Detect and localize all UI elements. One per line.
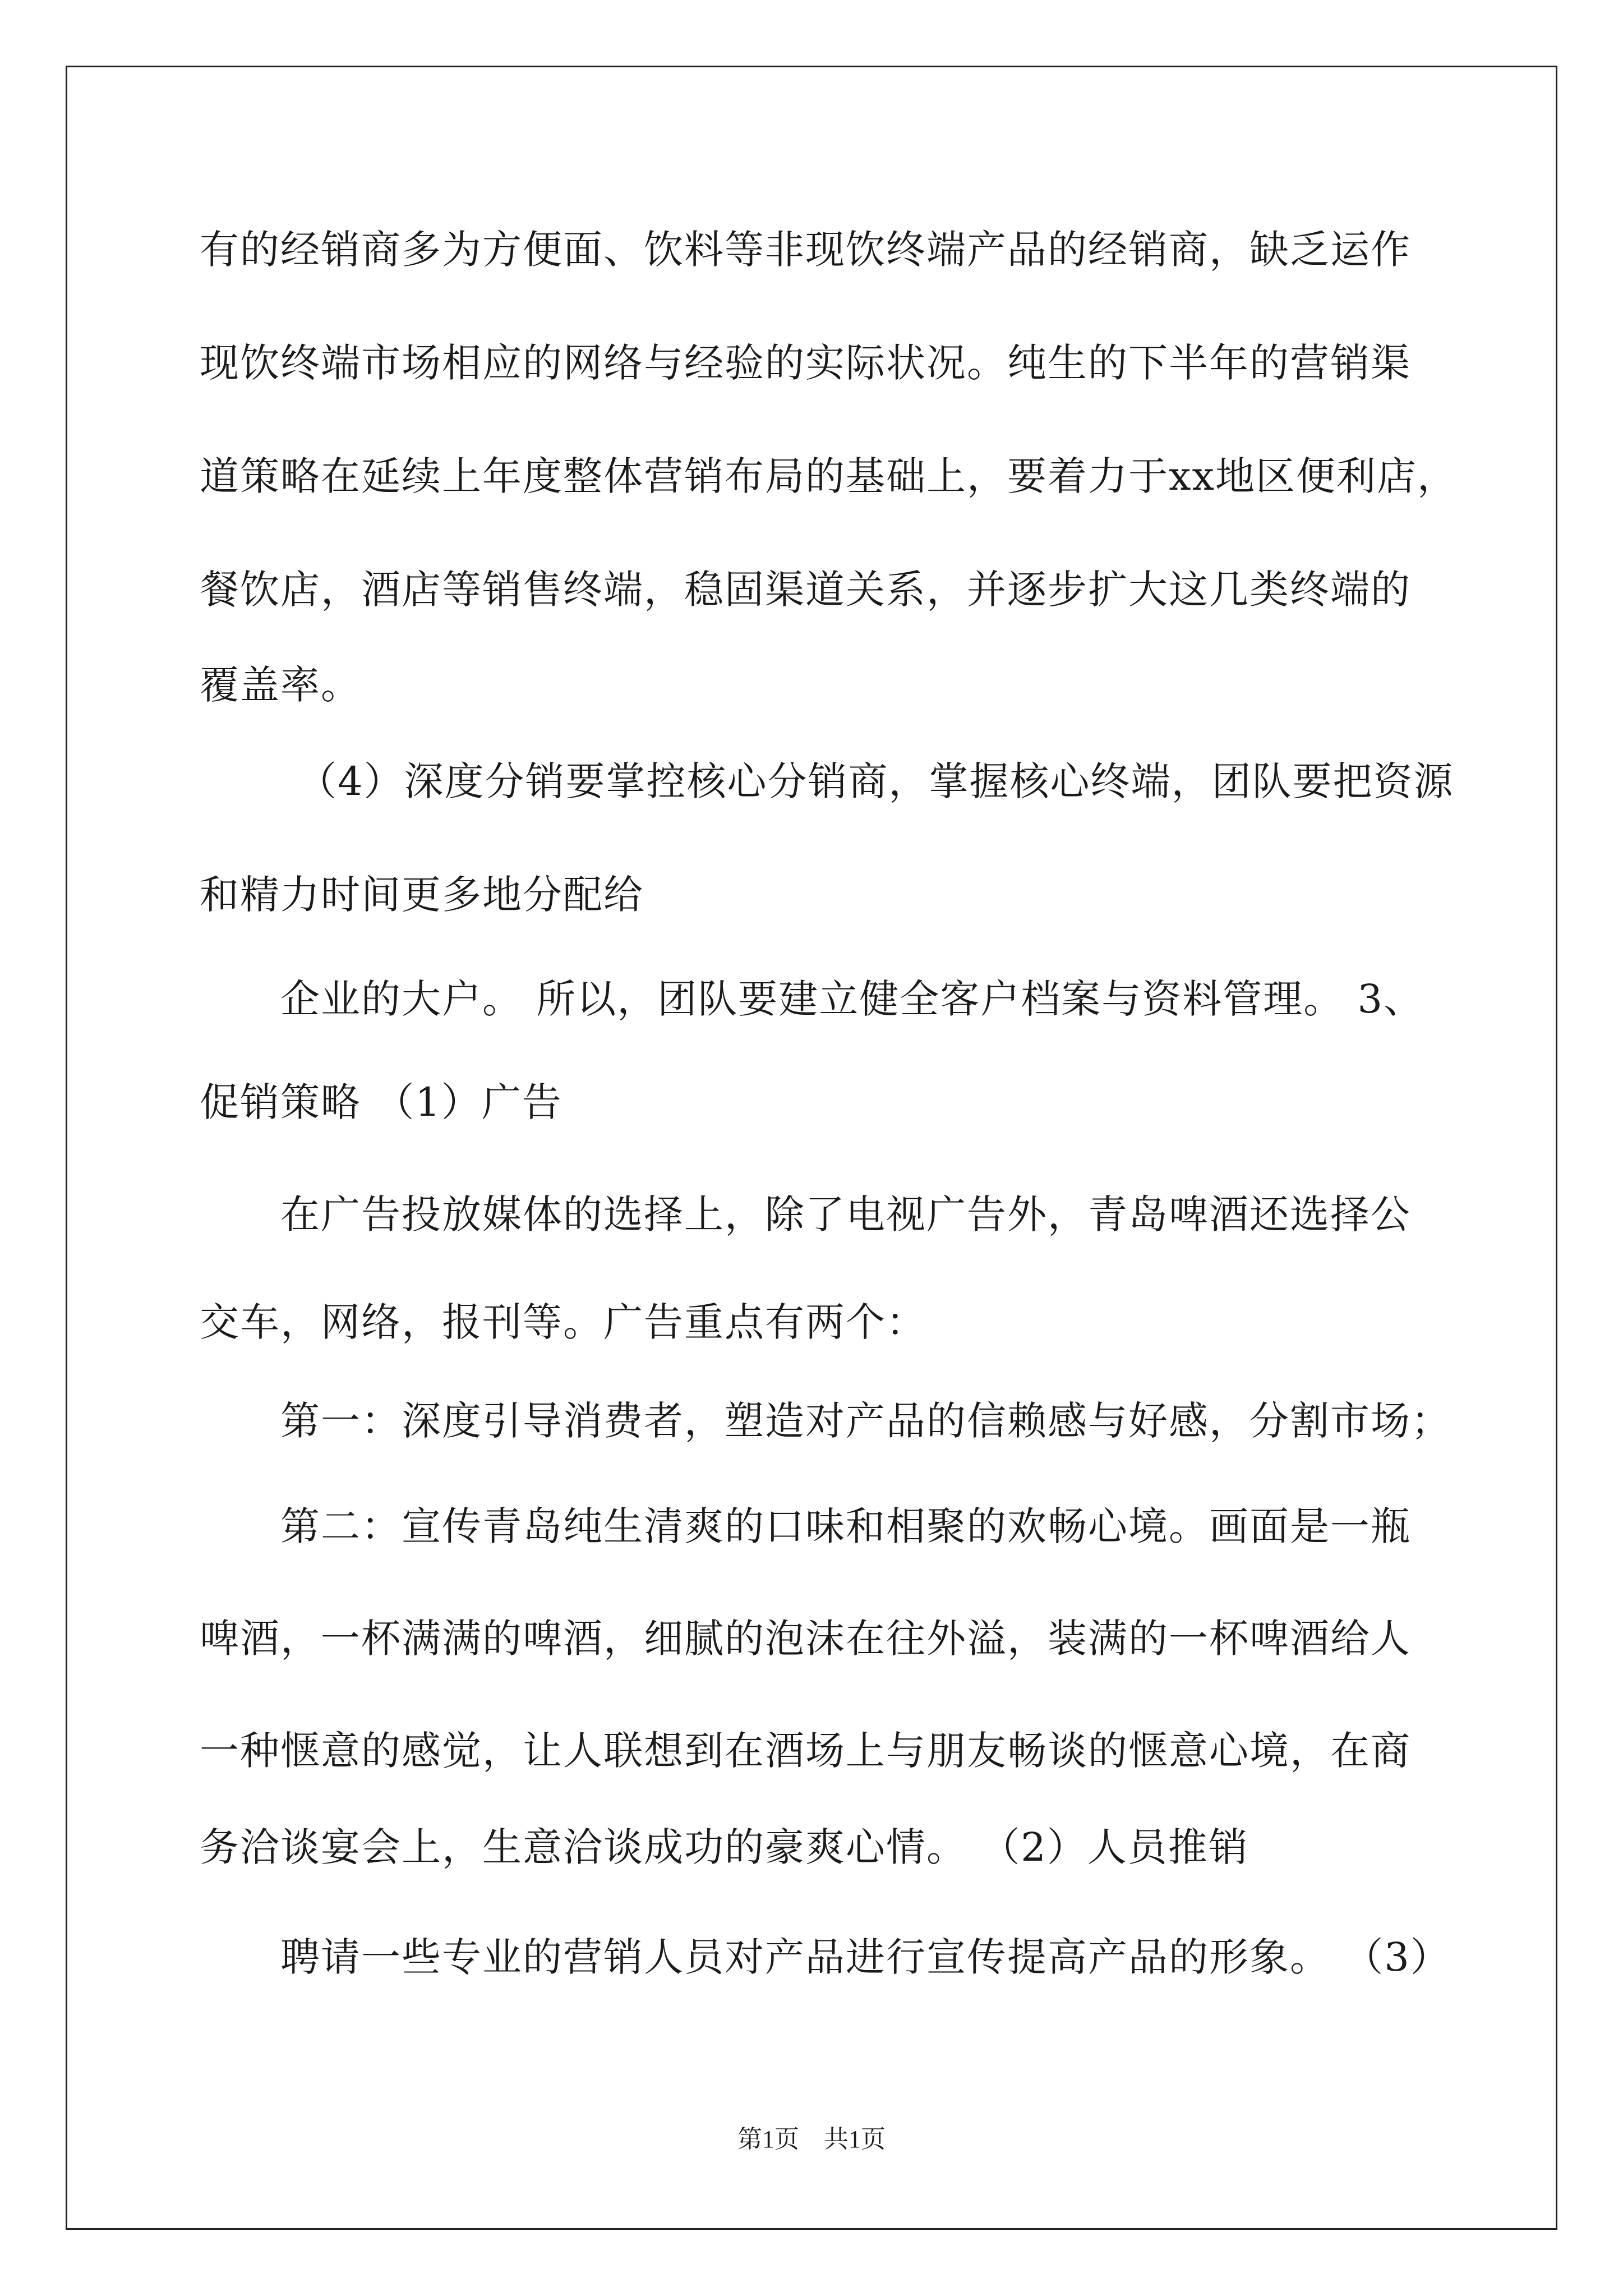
body-line-8: 企业的大户。 所以，团队要建立健全客户档案与资料管理。 3、	[280, 976, 1424, 1022]
body-line-12: 第一：深度引导消费者，塑造对产品的信赖感与好感，分割市场；	[280, 1398, 1451, 1444]
body-line-16: 务洽谈宴会上，生意洽谈成功的豪爽心情。 （2）人员推销	[200, 1824, 1249, 1870]
body-line-3: 道策略在延续上年度整体营销布局的基础上，要着力于xx地区便利店，	[200, 453, 1458, 499]
body-line-1: 有的经销商多为方便面、饮料等非现饮终端产品的经销商，缺乏运作	[200, 227, 1411, 273]
body-line-13: 第二：宣传青岛纯生清爽的口味和相聚的欢畅心境。画面是一瓶	[280, 1503, 1411, 1549]
page-border	[66, 66, 1557, 2230]
body-line-15: 一种惬意的感觉，让人联想到在酒场上与朋友畅谈的惬意心境，在商	[200, 1728, 1411, 1774]
body-line-5: 覆盖率。	[200, 662, 361, 708]
body-line-6: （4）深度分销要掌控核心分销商，掌握核心终端，团队要把资源	[297, 758, 1454, 804]
body-line-14: 啤酒，一杯满满的啤酒，细腻的泡沫在往外溢，装满的一杯啤酒给人	[200, 1616, 1411, 1662]
body-line-9: 促销策略 （1）广告	[200, 1079, 562, 1125]
body-line-7: 和精力时间更多地分配给	[200, 872, 644, 918]
body-line-11: 交车，网络，报刊等。广告重点有两个：	[200, 1299, 926, 1345]
body-line-2: 现饮终端市场相应的网络与经验的实际状况。纯生的下半年的营销渠	[200, 340, 1411, 386]
body-line-4: 餐饮店，酒店等销售终端，稳固渠道关系，并逐步扩大这几类终端的	[200, 567, 1411, 613]
body-line-10: 在广告投放媒体的选择上，除了电视广告外，青岛啤酒还选择公	[280, 1191, 1411, 1237]
body-line-17: 聘请一些专业的营销人员对产品进行宣传提高产品的形象。 （3）	[280, 1934, 1451, 1980]
page-footer: 第1页 共1页	[737, 2125, 886, 2153]
